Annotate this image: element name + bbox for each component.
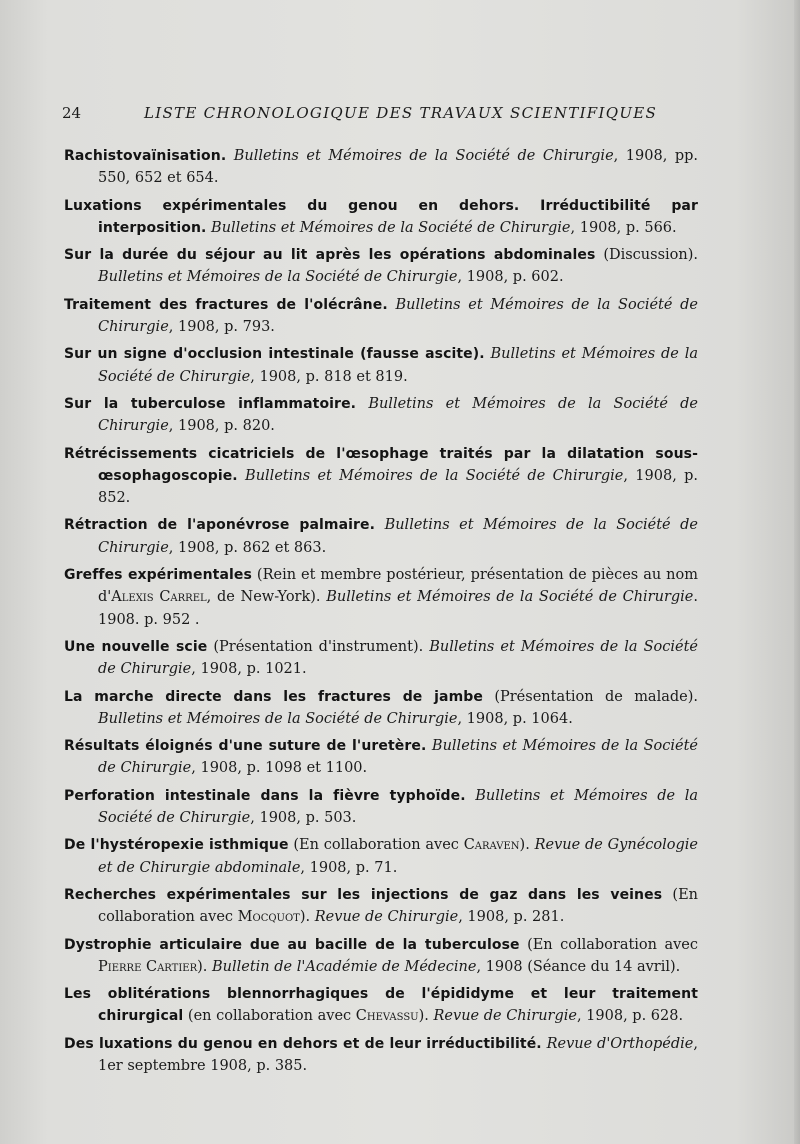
entry-journal: Bulletins et Mémoires de la Société de Chirurgie <box>98 710 458 727</box>
entry-details: , 1er septembre 1908, p. 385. <box>98 1035 698 1074</box>
entry-details: , 1908, p. 1098 et 1100. <box>191 760 368 777</box>
page-edge-shadow <box>794 0 800 1144</box>
entry-journal: Bulletins et Mémoires de la Société de Chirurgie <box>98 517 698 556</box>
entry-note: (en collaboration avec <box>183 1008 356 1025</box>
bibliography-entry <box>64 834 698 879</box>
bibliography-entry <box>64 934 698 979</box>
entry-title: Perforation intestinale dans la fièvre typhoïde. <box>64 787 466 804</box>
running-title: LISTE CHRONOLOGIQUE DES TRAVAUX SCIENTIFIQUES <box>144 104 658 122</box>
entry-note: (Présentation d'instrument). <box>207 638 430 655</box>
bibliography-entry <box>64 343 698 388</box>
bibliography-entry <box>64 785 698 830</box>
running-header <box>62 104 702 128</box>
entry-title: Une nouvelle scie <box>64 638 208 655</box>
entry-title: Rachistovaïnisation. <box>64 148 227 164</box>
bibliography-entry <box>64 564 698 631</box>
entry-details: , 1908, p. 852. <box>98 467 698 507</box>
entry-note: , de New-York). <box>206 589 327 606</box>
entry-details: . 1908. p. 952 . <box>98 589 698 628</box>
bibliography-entry <box>64 636 698 681</box>
entry-author-name: Caraven <box>463 837 520 854</box>
entry-author-name: Mocquot <box>237 909 300 926</box>
bibliography-list <box>64 145 698 1082</box>
entry-journal: Revue de Chirurgie <box>433 1008 577 1025</box>
entry-journal: Bulletin de l'Académie de Médecine <box>211 958 477 975</box>
bibliography-entry <box>64 244 698 289</box>
bibliography-entry <box>64 294 698 339</box>
entry-journal: Bulletins et Mémoires de la Société de Chirurgie <box>98 346 698 385</box>
entry-details: , 1908, pp. 550, 652 et 654. <box>98 148 698 187</box>
entry-title: Sur la durée du séjour au lit après les opérations abdominales <box>64 247 596 264</box>
entry-note: (Discussion). <box>595 247 698 264</box>
entry-title: Recherches expérimentales sur les injections de gaz dans les veines <box>64 886 663 903</box>
entry-note: (Présentation de malade). <box>482 688 698 705</box>
entry-details: , 1908, p. 628. <box>576 1008 684 1025</box>
entry-title: Des luxations du genou en dehors et de leur irréductibilité. <box>64 1035 542 1052</box>
entry-title: Les oblitérations blennorrhagiques de l'épididyme et leur traitement chirurgical <box>64 986 698 1025</box>
entry-note: ). <box>418 1008 434 1025</box>
entry-title: Greffes expérimentales <box>64 567 252 584</box>
entry-journal: Bulletins et Mémoires de la Société de Chirurgie <box>98 269 458 286</box>
entry-title: La marche directe dans les fractures de jambe <box>64 688 483 705</box>
entry-title: Sur la tuberculose inflammatoire. <box>64 395 357 412</box>
entry-journal: Bulletins et Mémoires de la Société de Chirurgie <box>233 148 614 164</box>
entry-details: , 1908, p. 820. <box>168 418 275 435</box>
entry-journal: Bulletins et Mémoires de la Société de Chirurgie <box>98 638 698 678</box>
entry-journal: Bulletins et Mémoires de la Société de Chirurgie <box>326 589 694 606</box>
entry-title: De l'hystéropexie isthmique <box>64 837 289 854</box>
entry-journal: Bulletins et Mémoires de la Société de Chirurgie <box>98 296 699 336</box>
entry-journal: Bulletins et Mémoires de la Société de Chirurgie <box>211 219 571 236</box>
bibliography-entry <box>64 195 698 240</box>
bibliography-entry <box>64 884 698 929</box>
entry-journal: Revue d'Orthopédie <box>546 1035 694 1052</box>
bibliography-entry <box>64 686 698 731</box>
entry-details: , 1908, p. 602. <box>457 269 564 286</box>
entry-details: , 1908, p. 71. <box>300 859 398 876</box>
entry-details: , 1908, p. 281. <box>458 909 565 926</box>
entry-author-name: Alexis Carrel <box>111 589 207 606</box>
bibliography-entry <box>64 514 698 559</box>
entry-journal: Bulletins et Mémoires de la Société de Chirurgie <box>98 395 699 435</box>
entry-note: ). <box>197 958 212 975</box>
entry-title: Dystrophie articulaire due au bacille de la tuberculose <box>64 936 520 953</box>
entry-journal: Bulletins et Mémoires de la Société de Chirurgie <box>98 787 699 827</box>
bibliography-entry <box>64 983 698 1028</box>
entry-note: ). <box>519 837 535 854</box>
entry-note: (Rein et membre postérieur, présentation de pièces au nom d' <box>98 567 698 606</box>
entry-author-name: Chevassu <box>355 1008 419 1025</box>
bibliography-entry <box>64 443 698 510</box>
entry-journal: Revue de Gynécologie et de Chirurgie abdominale <box>98 837 698 876</box>
entry-details: , 1908, p. 818 et 819. <box>250 368 408 385</box>
entry-note: (En collaboration avec <box>288 837 464 854</box>
bibliography-entry <box>64 393 698 438</box>
entry-title: Traitement des fractures de l'olécrâne. <box>64 296 388 313</box>
entry-journal: Bulletins et Mémoires de la Société de Chirurgie <box>98 738 699 777</box>
entry-title: Rétrécissements cicatriciels de l'œsophage traités par la dilatation sous-œsophagoscopie. <box>64 445 698 484</box>
bibliography-entry <box>64 145 698 190</box>
entry-details: , 1908 (Séance du 14 avril). <box>476 958 681 975</box>
entry-details: , 1908, p. 1021. <box>191 661 307 678</box>
bibliography-entry <box>64 1033 698 1078</box>
entry-title: Rétraction de l'aponévrose palmaire. <box>64 517 376 534</box>
entry-details: , 1908, p. 862 et 863. <box>168 539 327 556</box>
entry-journal: Bulletins et Mémoires de la Société de Chirurgie <box>245 467 624 484</box>
entry-details: , 1908, p. 503. <box>250 810 357 827</box>
entry-details: , 1908, p. 566. <box>570 219 677 236</box>
entry-title: Luxations expérimentales du genou en dehors. Irréductibilité par interposition. <box>64 197 698 236</box>
entry-title: Sur un signe d'occlusion intestinale (fausse ascite). <box>64 346 485 363</box>
entry-author-name: Pierre Cartier <box>98 958 198 975</box>
entry-note: (En collaboration avec <box>98 886 698 926</box>
bibliography-entry <box>64 735 698 780</box>
entry-note: ). <box>299 909 315 926</box>
entry-details: , 1908, p. 793. <box>168 319 275 336</box>
page-number: 24 <box>62 104 82 122</box>
entry-details: , 1908, p. 1064. <box>457 710 573 727</box>
entry-journal: Revue de Chirurgie <box>314 909 459 926</box>
entry-note: (En collaboration avec <box>519 936 698 953</box>
entry-title: Résultats éloignés d'une suture de l'uretère. <box>64 738 427 755</box>
